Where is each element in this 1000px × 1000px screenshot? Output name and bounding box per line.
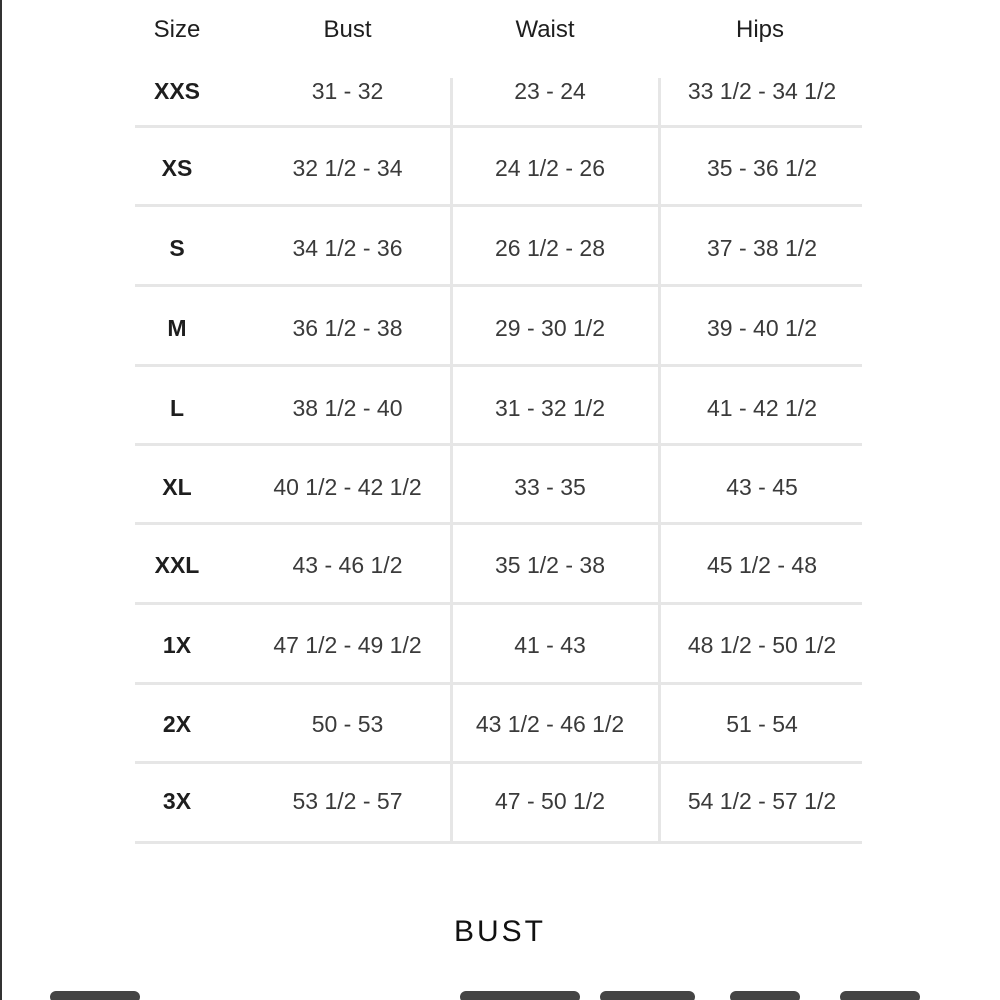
waist-cell: 43 1/2 - 46 1/2 [475, 711, 625, 737]
bust-cell: 43 - 46 1/2 [292, 552, 403, 578]
hips-cell: 33 1/2 - 34 1/2 [687, 78, 837, 104]
row-divider [135, 602, 862, 605]
column-divider-waist-hips [658, 78, 661, 843]
row-divider [135, 125, 862, 128]
waist-cell: 33 - 35 [514, 474, 586, 500]
hips-cell: 39 - 40 1/2 [707, 315, 817, 341]
waist-cell: 47 - 50 1/2 [495, 788, 605, 814]
waist-cell: 41 - 43 [514, 632, 586, 658]
header-waist: Waist [515, 16, 575, 43]
bust-cell: 50 - 53 [311, 711, 384, 737]
row-divider [135, 522, 862, 525]
row-divider [135, 284, 862, 287]
size-label: XXL [154, 552, 200, 578]
hips-cell: 45 1/2 - 48 [707, 552, 817, 578]
hips-cell: 43 - 45 [726, 474, 798, 500]
bust-cell: 34 1/2 - 36 [292, 235, 403, 261]
bust-cell: 38 1/2 - 40 [292, 395, 403, 421]
size-label: XL [162, 474, 192, 500]
bust-cell: 40 1/2 - 42 1/2 [273, 474, 422, 500]
bust-cell: 36 1/2 - 38 [292, 315, 403, 341]
waist-cell: 26 1/2 - 28 [495, 235, 605, 261]
hips-cell: 48 1/2 - 50 1/2 [687, 632, 837, 658]
size-label: L [169, 395, 185, 421]
size-label: 3X [162, 788, 192, 814]
hips-cell: 51 - 54 [726, 711, 798, 737]
row-divider [135, 443, 862, 446]
section-title-bust: BUST [453, 915, 546, 948]
row-divider [135, 761, 862, 764]
hips-cell: 35 - 36 1/2 [707, 155, 817, 181]
header-size: Size [153, 16, 201, 43]
waist-cell: 29 - 30 1/2 [495, 315, 605, 341]
size-label: 2X [162, 711, 192, 737]
size-label: XS [161, 155, 193, 181]
header-hips: Hips [735, 16, 784, 43]
row-divider [135, 204, 862, 207]
hips-cell: 54 1/2 - 57 1/2 [687, 788, 837, 814]
bust-cell: 53 1/2 - 57 [292, 788, 403, 814]
bust-cell: 47 1/2 - 49 1/2 [273, 632, 422, 658]
bust-cell: 32 1/2 - 34 [292, 155, 403, 181]
size-label: S [169, 235, 185, 261]
bust-cell: 31 - 32 [311, 78, 384, 104]
hips-cell: 37 - 38 1/2 [707, 235, 817, 261]
header-bust: Bust [323, 16, 372, 43]
row-divider [135, 364, 862, 367]
waist-cell: 24 1/2 - 26 [495, 155, 605, 181]
hips-cell: 41 - 42 1/2 [707, 395, 817, 421]
size-label: M [167, 315, 187, 341]
waist-cell: 23 - 24 [514, 78, 586, 104]
row-divider [135, 682, 862, 685]
waist-cell: 31 - 32 1/2 [495, 395, 605, 421]
row-divider [135, 841, 862, 844]
waist-cell: 35 1/2 - 38 [495, 552, 605, 578]
size-label: XXS [153, 78, 201, 104]
size-label: 1X [162, 632, 192, 658]
cut-off-text-line [40, 988, 940, 1000]
